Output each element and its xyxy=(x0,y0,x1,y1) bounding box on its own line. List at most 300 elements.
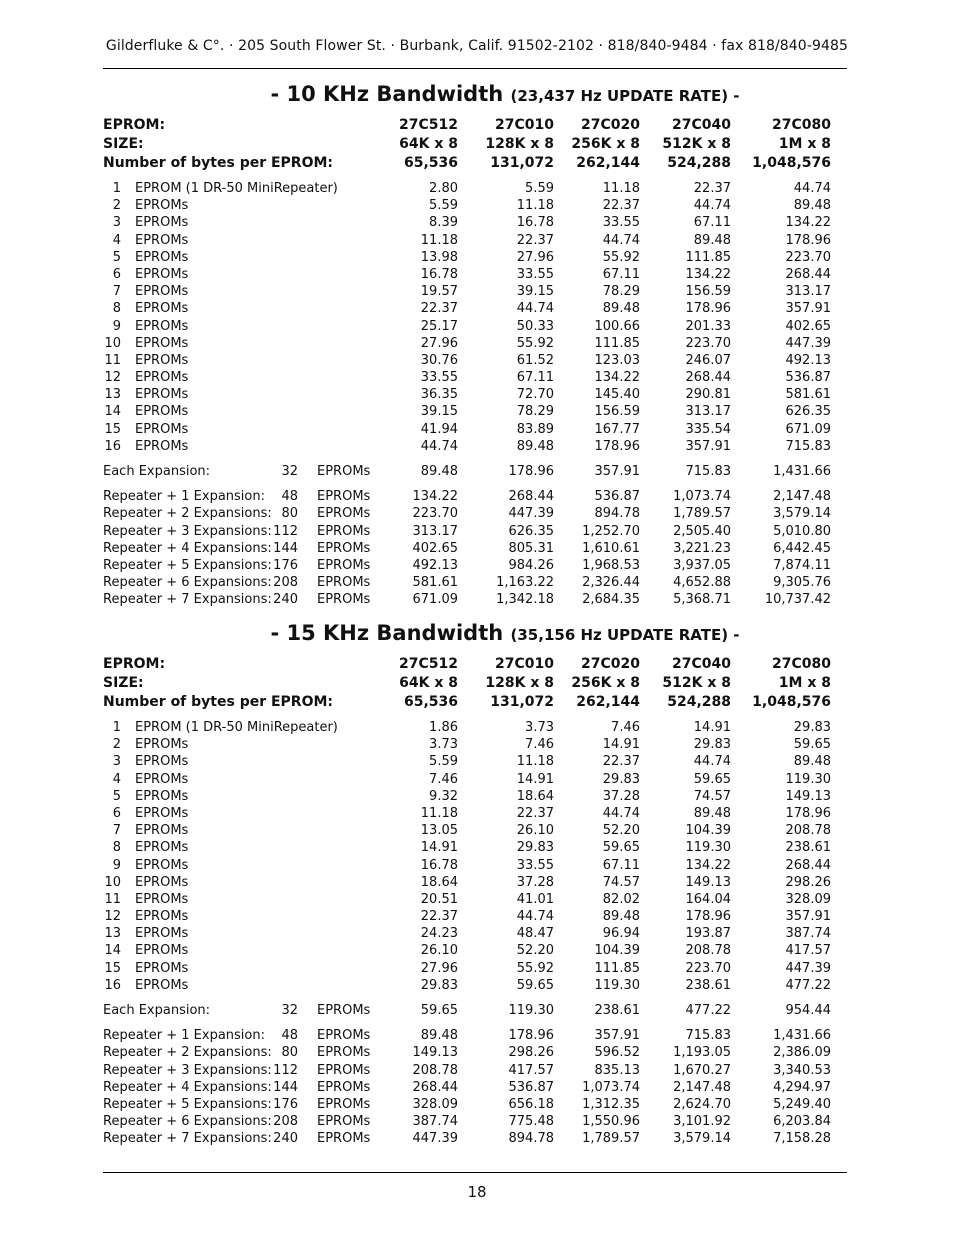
repeater-unit: EPROMs xyxy=(317,1131,371,1147)
header-cell: 1,048,576 xyxy=(752,155,831,171)
row-value: 44.74 xyxy=(420,438,458,454)
header-cell: 256K x 8 xyxy=(571,136,640,152)
header-cell: 128K x 8 xyxy=(485,675,554,691)
repeater-value: 1,610.61 xyxy=(582,540,640,556)
table-row xyxy=(103,284,847,301)
row-value: 44.74 xyxy=(693,754,731,770)
repeater-table xyxy=(103,489,847,609)
header-cell: 512K x 8 xyxy=(662,675,731,691)
row-value: 19.57 xyxy=(420,284,458,300)
row-value: 223.70 xyxy=(685,960,731,976)
table-row xyxy=(103,439,847,456)
row-value: 111.85 xyxy=(685,249,731,265)
row-value: 33.55 xyxy=(602,215,640,231)
repeater-value: 89.48 xyxy=(420,1028,458,1044)
row-value: 104.39 xyxy=(685,823,731,839)
row-value: 156.59 xyxy=(685,284,731,300)
row-value: 89.48 xyxy=(602,301,640,317)
expansion-label: Each Expansion: xyxy=(103,464,211,479)
repeater-label: Repeater + 3 Expansions: xyxy=(103,523,272,539)
repeater-count: 112 xyxy=(273,523,298,539)
header-cell: 524,288 xyxy=(667,694,731,710)
row-value: 238.61 xyxy=(685,977,731,993)
section-15khz xyxy=(103,621,847,1149)
expansion-count: 32 xyxy=(281,1003,298,1018)
header-cell: 27C080 xyxy=(772,117,831,133)
repeater-value: 581.61 xyxy=(412,575,458,591)
repeater-unit: EPROMs xyxy=(317,1114,371,1130)
row-value: 36.35 xyxy=(420,387,458,403)
row-count: 14 xyxy=(104,404,121,420)
table-row xyxy=(103,772,847,789)
row-count: 12 xyxy=(104,370,121,386)
row-value: 16.78 xyxy=(516,215,554,231)
column-header xyxy=(103,656,847,713)
repeater-value: 134.22 xyxy=(412,489,458,505)
header-cell: 27C010 xyxy=(495,117,554,133)
repeater-count: 176 xyxy=(273,557,298,573)
repeater-label: Repeater + 5 Expansions: xyxy=(103,557,272,573)
row-value: 33.55 xyxy=(516,857,554,873)
table-row xyxy=(103,858,847,875)
row-value: 39.15 xyxy=(516,284,554,300)
repeater-value: 2,386.09 xyxy=(773,1045,831,1061)
repeater-value: 387.74 xyxy=(412,1114,458,1130)
row-value: 156.59 xyxy=(594,404,640,420)
repeater-value: 1,252.70 xyxy=(582,523,640,539)
row-desc: EPROMs xyxy=(135,266,189,282)
header-cell: 131,072 xyxy=(490,155,554,171)
repeater-value: 4,652.88 xyxy=(673,575,731,591)
row-value: 715.83 xyxy=(785,438,831,454)
repeater-count: 48 xyxy=(281,489,298,505)
repeater-value: 223.70 xyxy=(412,506,458,522)
header-cell: 262,144 xyxy=(576,155,640,171)
row-value: 328.09 xyxy=(785,891,831,907)
expansion-value: 178.96 xyxy=(508,464,554,479)
repeater-value: 805.31 xyxy=(508,540,554,556)
row-count: 1 xyxy=(112,181,121,196)
row-value: 20.51 xyxy=(420,891,458,907)
table-row xyxy=(103,267,847,284)
row-value: 14.91 xyxy=(602,737,640,753)
repeater-value: 3,579.14 xyxy=(773,506,831,522)
repeater-count: 48 xyxy=(281,1028,298,1044)
header-cell: 27C080 xyxy=(772,656,831,672)
row-value: 145.40 xyxy=(594,387,640,403)
row-value: 100.66 xyxy=(594,318,640,334)
repeater-value: 1,073.74 xyxy=(673,489,731,505)
table-row xyxy=(103,961,847,978)
row-desc: EPROMs xyxy=(135,438,189,454)
row-count: 7 xyxy=(112,284,121,300)
row-value: 74.57 xyxy=(602,874,640,890)
header-cell: 27C512 xyxy=(399,656,458,672)
row-desc: EPROMs xyxy=(135,943,189,959)
repeater-row xyxy=(103,1114,847,1131)
row-value: 357.91 xyxy=(785,909,831,925)
row-count: 9 xyxy=(112,318,121,334)
table-row xyxy=(103,198,847,215)
row-value: 149.13 xyxy=(785,788,831,804)
row-value: 26.10 xyxy=(420,943,458,959)
row-value: 5.59 xyxy=(429,754,458,770)
row-value: 89.48 xyxy=(693,805,731,821)
repeater-unit: EPROMs xyxy=(317,1079,371,1095)
table-row xyxy=(103,336,847,353)
row-value: 5.59 xyxy=(525,181,554,196)
repeater-count: 112 xyxy=(273,1062,298,1078)
row-value: 7.46 xyxy=(611,720,640,735)
header-cell: 64K x 8 xyxy=(399,136,458,152)
row-value: 201.33 xyxy=(685,318,731,334)
repeater-value: 626.35 xyxy=(508,523,554,539)
data-table xyxy=(103,720,847,995)
repeater-value: 1,968.53 xyxy=(582,557,640,573)
row-value: 268.44 xyxy=(785,266,831,282)
repeater-unit: EPROMs xyxy=(317,523,371,539)
expansion-row xyxy=(103,1003,847,1020)
repeater-value: 5,010.80 xyxy=(773,523,831,539)
row-value: 104.39 xyxy=(594,943,640,959)
repeater-label: Repeater + 2 Expansions: xyxy=(103,506,272,522)
row-value: 18.64 xyxy=(516,788,554,804)
row-count: 5 xyxy=(112,788,121,804)
repeater-row xyxy=(103,1097,847,1114)
row-desc: EPROMs xyxy=(135,977,189,993)
row-value: 119.30 xyxy=(785,771,831,787)
repeater-unit: EPROMs xyxy=(317,540,371,556)
header-cell: 27C512 xyxy=(399,117,458,133)
row-count: 7 xyxy=(112,823,121,839)
row-value: 111.85 xyxy=(594,335,640,351)
row-value: 83.89 xyxy=(516,421,554,437)
expansion-value: 954.44 xyxy=(785,1003,831,1018)
row-count: 3 xyxy=(112,215,121,231)
row-value: 30.76 xyxy=(420,352,458,368)
row-value: 33.55 xyxy=(420,370,458,386)
repeater-count: 240 xyxy=(273,1131,298,1147)
row-desc: EPROMs xyxy=(135,823,189,839)
row-count: 8 xyxy=(112,301,121,317)
row-value: 48.47 xyxy=(516,926,554,942)
repeater-value: 1,431.66 xyxy=(773,1028,831,1044)
section-10khz xyxy=(103,82,847,610)
row-desc: EPROMs xyxy=(135,788,189,804)
row-desc: EPROMs xyxy=(135,874,189,890)
expansion-value: 238.61 xyxy=(594,1003,640,1018)
row-value: 290.81 xyxy=(685,387,731,403)
table-row xyxy=(103,754,847,771)
row-desc: EPROMs xyxy=(135,737,189,753)
repeater-value: 6,203.84 xyxy=(773,1114,831,1130)
row-value: 134.22 xyxy=(594,370,640,386)
repeater-value: 298.26 xyxy=(508,1045,554,1061)
repeater-value: 1,670.27 xyxy=(673,1062,731,1078)
repeater-count: 80 xyxy=(281,506,298,522)
row-value: 44.74 xyxy=(602,805,640,821)
repeater-value: 2,624.70 xyxy=(673,1096,731,1112)
table-row xyxy=(103,319,847,336)
row-value: 33.55 xyxy=(516,266,554,282)
repeater-value: 328.09 xyxy=(412,1096,458,1112)
header-cell: 27C020 xyxy=(581,656,640,672)
row-count: 16 xyxy=(104,977,121,993)
repeater-value: 9,305.76 xyxy=(773,575,831,591)
repeater-table xyxy=(103,1028,847,1148)
row-value: 8.39 xyxy=(429,215,458,231)
header-cell: 27C040 xyxy=(672,117,731,133)
row-value: 7.46 xyxy=(525,737,554,753)
table-row xyxy=(103,720,847,737)
repeater-value: 5,249.40 xyxy=(773,1096,831,1112)
expansion-value: 715.83 xyxy=(685,464,731,479)
table-row xyxy=(103,823,847,840)
header-row-size xyxy=(103,675,847,694)
header-cell: 27C010 xyxy=(495,656,554,672)
header-row-size xyxy=(103,136,847,155)
row-value: 37.28 xyxy=(516,874,554,890)
row-value: 78.29 xyxy=(602,284,640,300)
row-value: 1.86 xyxy=(429,720,458,735)
row-value: 27.96 xyxy=(516,249,554,265)
repeater-label: Repeater + 1 Expansion: xyxy=(103,1028,265,1044)
row-value: 2.80 xyxy=(429,181,458,196)
repeater-count: 80 xyxy=(281,1045,298,1061)
repeater-value: 178.96 xyxy=(508,1028,554,1044)
repeater-value: 447.39 xyxy=(508,506,554,522)
row-value: 44.74 xyxy=(793,181,831,196)
row-count: 4 xyxy=(112,232,121,248)
table-row xyxy=(103,875,847,892)
row-value: 89.48 xyxy=(693,232,731,248)
row-value: 16.78 xyxy=(420,266,458,282)
header-cell: 65,536 xyxy=(403,155,458,171)
header-label: Number of bytes per EPROM: xyxy=(103,155,334,171)
row-count: 9 xyxy=(112,857,121,873)
row-value: 61.52 xyxy=(516,352,554,368)
row-value: 22.37 xyxy=(602,754,640,770)
expansion-unit: EPROMs xyxy=(317,1003,371,1018)
row-value: 24.23 xyxy=(420,926,458,942)
page-number: 18 xyxy=(467,1183,487,1201)
row-value: 67.11 xyxy=(693,215,731,231)
row-desc: EPROMs xyxy=(135,318,189,334)
row-count: 4 xyxy=(112,771,121,787)
header-label: SIZE: xyxy=(103,675,144,691)
row-value: 22.37 xyxy=(602,198,640,214)
repeater-row xyxy=(103,541,847,558)
repeater-unit: EPROMs xyxy=(317,592,371,608)
table-row xyxy=(103,353,847,370)
row-desc: EPROMs xyxy=(135,805,189,821)
row-value: 89.48 xyxy=(793,198,831,214)
repeater-value: 536.87 xyxy=(594,489,640,505)
row-value: 37.28 xyxy=(602,788,640,804)
row-value: 59.65 xyxy=(516,977,554,993)
row-value: 477.22 xyxy=(785,977,831,993)
repeater-value: 313.17 xyxy=(412,523,458,539)
header-row-bytes xyxy=(103,155,847,174)
row-value: 11.18 xyxy=(602,181,640,196)
row-value: 134.22 xyxy=(785,215,831,231)
row-value: 626.35 xyxy=(785,404,831,420)
row-value: 14.91 xyxy=(693,720,731,735)
header-cell: 524,288 xyxy=(667,155,731,171)
row-value: 246.07 xyxy=(685,352,731,368)
repeater-unit: EPROMs xyxy=(317,489,371,505)
header-cell: 262,144 xyxy=(576,694,640,710)
row-count: 13 xyxy=(104,926,121,942)
repeater-label: Repeater + 4 Expansions: xyxy=(103,540,272,556)
row-desc: EPROMs xyxy=(135,771,189,787)
row-value: 417.57 xyxy=(785,943,831,959)
repeater-value: 775.48 xyxy=(508,1114,554,1130)
row-value: 119.30 xyxy=(685,840,731,856)
repeater-value: 2,147.48 xyxy=(673,1079,731,1095)
row-value: 134.22 xyxy=(685,857,731,873)
repeater-value: 357.91 xyxy=(594,1028,640,1044)
row-value: 402.65 xyxy=(785,318,831,334)
repeater-row xyxy=(103,506,847,523)
row-value: 52.20 xyxy=(516,943,554,959)
row-value: 11.18 xyxy=(420,805,458,821)
row-desc: EPROMs xyxy=(135,404,189,420)
repeater-value: 656.18 xyxy=(508,1096,554,1112)
repeater-label: Repeater + 4 Expansions: xyxy=(103,1079,272,1095)
repeater-value: 2,326.44 xyxy=(582,575,640,591)
row-count: 15 xyxy=(104,421,121,437)
expansion-count: 32 xyxy=(281,464,298,479)
row-value: 22.37 xyxy=(516,232,554,248)
repeater-value: 7,874.11 xyxy=(773,557,831,573)
row-value: 223.70 xyxy=(785,249,831,265)
table-row xyxy=(103,404,847,421)
row-value: 298.26 xyxy=(785,874,831,890)
repeater-value: 417.57 xyxy=(508,1062,554,1078)
row-value: 74.57 xyxy=(693,788,731,804)
row-desc: EPROMs xyxy=(135,215,189,231)
table-row xyxy=(103,215,847,232)
row-value: 50.33 xyxy=(516,318,554,334)
row-count: 1 xyxy=(112,720,121,735)
row-value: 13.05 xyxy=(420,823,458,839)
row-value: 536.87 xyxy=(785,370,831,386)
table-row xyxy=(103,840,847,857)
column-header xyxy=(103,117,847,174)
repeater-value: 2,505.40 xyxy=(673,523,731,539)
row-desc: EPROMs xyxy=(135,387,189,403)
row-value: 581.61 xyxy=(785,387,831,403)
repeater-count: 176 xyxy=(273,1096,298,1112)
row-value: 29.83 xyxy=(516,840,554,856)
row-value: 39.15 xyxy=(420,404,458,420)
page-header: Gilderfluke & C°. · 205 South Flower St. · Burbank, Calif. 91502-2102 · 818/840-9484 · fax 818/840-9485 xyxy=(105,38,848,54)
row-value: 27.96 xyxy=(420,335,458,351)
repeater-value: 894.78 xyxy=(508,1131,554,1147)
repeater-label: Repeater + 3 Expansions: xyxy=(103,1062,272,1078)
row-value: 357.91 xyxy=(785,301,831,317)
repeater-label: Repeater + 1 Expansion: xyxy=(103,489,265,505)
row-value: 52.20 xyxy=(602,823,640,839)
table-row xyxy=(103,233,847,250)
section-title xyxy=(163,82,847,106)
header-cell: 65,536 xyxy=(403,694,458,710)
repeater-count: 208 xyxy=(273,1114,298,1130)
row-count: 2 xyxy=(112,198,121,214)
row-value: 25.17 xyxy=(420,318,458,334)
row-value: 167.77 xyxy=(594,421,640,437)
repeater-count: 208 xyxy=(273,575,298,591)
row-value: 178.96 xyxy=(685,909,731,925)
expansion-value: 357.91 xyxy=(594,464,640,479)
table-row xyxy=(103,181,847,198)
repeater-value: 2,147.48 xyxy=(773,489,831,505)
row-value: 44.74 xyxy=(516,301,554,317)
header-cell: 1M x 8 xyxy=(778,675,831,691)
repeater-value: 2,684.35 xyxy=(582,592,640,608)
repeater-value: 1,789.57 xyxy=(673,506,731,522)
table-row xyxy=(103,737,847,754)
table-row xyxy=(103,978,847,995)
repeater-row xyxy=(103,575,847,592)
row-count: 14 xyxy=(104,943,121,959)
table-row xyxy=(103,250,847,267)
row-value: 22.37 xyxy=(420,301,458,317)
repeater-row xyxy=(103,1063,847,1080)
header-cell: 1M x 8 xyxy=(778,136,831,152)
header-row-bytes xyxy=(103,694,847,713)
row-value: 11.18 xyxy=(420,232,458,248)
row-value: 313.17 xyxy=(785,284,831,300)
table-row xyxy=(103,422,847,439)
row-value: 89.48 xyxy=(516,438,554,454)
row-count: 3 xyxy=(112,754,121,770)
header-cell: 1,048,576 xyxy=(752,694,831,710)
repeater-unit: EPROMs xyxy=(317,575,371,591)
repeater-value: 596.52 xyxy=(594,1045,640,1061)
repeater-unit: EPROMs xyxy=(317,1028,371,1044)
repeater-label: Repeater + 2 Expansions: xyxy=(103,1045,272,1061)
section-title-sub: (23,437 Hz UPDATE RATE) - xyxy=(510,87,740,105)
row-desc: EPROMs xyxy=(135,840,189,856)
row-value: 208.78 xyxy=(685,943,731,959)
row-value: 13.98 xyxy=(420,249,458,265)
row-value: 671.09 xyxy=(785,421,831,437)
repeater-value: 1,312.35 xyxy=(582,1096,640,1112)
row-value: 67.11 xyxy=(602,857,640,873)
repeater-value: 1,193.05 xyxy=(673,1045,731,1061)
header-label: Number of bytes per EPROM: xyxy=(103,694,334,710)
row-desc: EPROMs xyxy=(135,284,189,300)
table-row xyxy=(103,370,847,387)
repeater-value: 492.13 xyxy=(412,557,458,573)
repeater-value: 7,158.28 xyxy=(773,1131,831,1147)
repeater-value: 835.13 xyxy=(594,1062,640,1078)
row-value: 3.73 xyxy=(429,737,458,753)
repeater-value: 6,442.45 xyxy=(773,540,831,556)
repeater-value: 447.39 xyxy=(412,1131,458,1147)
row-value: 59.65 xyxy=(793,737,831,753)
row-count: 2 xyxy=(112,737,121,753)
repeater-value: 3,937.05 xyxy=(673,557,731,573)
row-desc: EPROMs xyxy=(135,960,189,976)
row-value: 16.78 xyxy=(420,857,458,873)
row-value: 492.13 xyxy=(785,352,831,368)
row-value: 178.96 xyxy=(785,232,831,248)
row-value: 178.96 xyxy=(685,301,731,317)
row-value: 134.22 xyxy=(685,266,731,282)
